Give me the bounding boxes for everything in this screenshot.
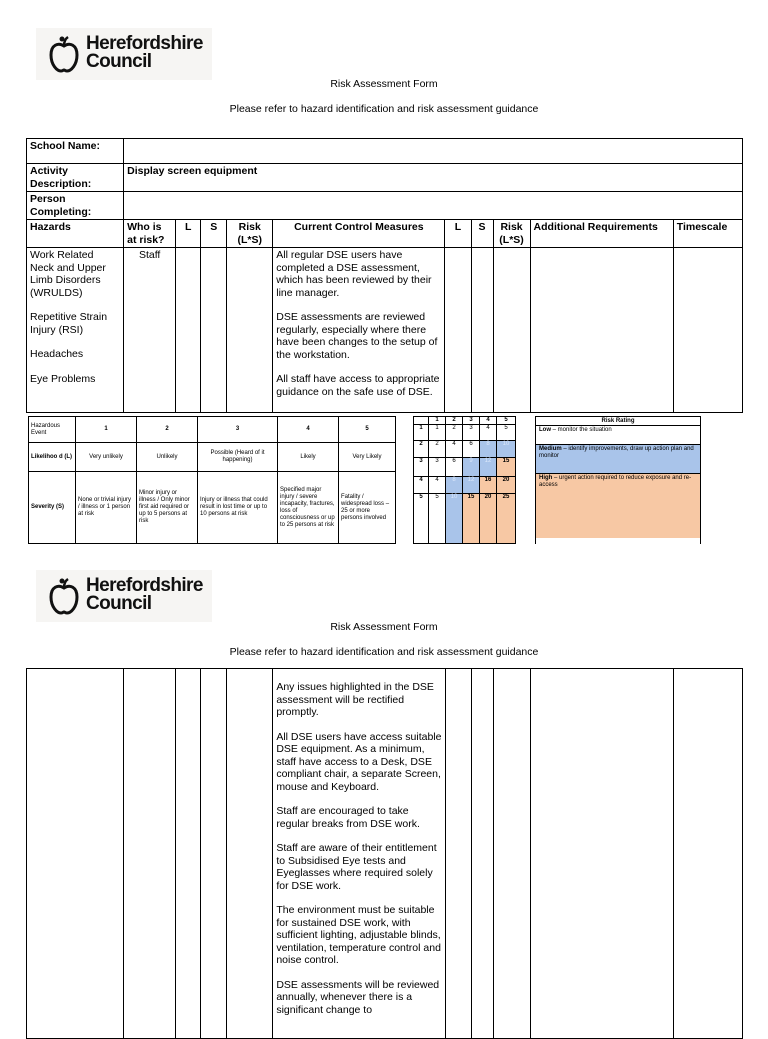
- additional-cell: [530, 248, 673, 413]
- medium-text: – identify improvements, draw up action plan and monitor: [539, 446, 694, 459]
- grid-cell: 3: [429, 458, 446, 477]
- control-item: All regular DSE users have completed a DSE assessment, which has been reviewed by their line manager.: [276, 249, 432, 299]
- risk-rating-low: [536, 426, 700, 445]
- high-text: – urgent action required to reduce exposure and re-access: [539, 475, 692, 488]
- school-name-value[interactable]: [124, 139, 743, 164]
- risk-assessment-table: [26, 138, 743, 413]
- risk-2-cell: [493, 248, 530, 413]
- low-label: Low: [539, 427, 551, 433]
- grid-cell: 9: [463, 458, 480, 477]
- col-severity-2: S: [471, 220, 493, 248]
- risk-2-cell: [493, 669, 530, 1039]
- likelihood-label: Likelihoo d (L): [29, 443, 76, 472]
- col-likelihood-2: L: [445, 220, 471, 248]
- apple-logo-icon: [48, 576, 80, 616]
- person-completing-value[interactable]: [124, 192, 743, 220]
- timescale-cell: [673, 669, 742, 1039]
- form-title: Risk Assessment Form: [330, 78, 438, 90]
- col-risk: Risk (L*S): [227, 220, 273, 248]
- guidance-note: Please refer to hazard identification and risk assessment guidance: [229, 646, 539, 658]
- grid-cell: 6: [446, 458, 463, 477]
- hazardous-event-label: Hazardous Event: [29, 417, 76, 443]
- col-timescale: Timescale: [673, 220, 742, 248]
- hazards-cell: [27, 248, 124, 413]
- matrix-col-4: 4: [278, 417, 339, 443]
- control-item: All staff have access to appropriate guidance on the safe use of DSE.: [276, 373, 440, 398]
- likelihood-cell: [176, 669, 201, 1039]
- matrix-col-2: 2: [137, 417, 198, 443]
- severity-2-cell: [471, 248, 493, 413]
- grid-cell: 1: [429, 425, 446, 441]
- grid-cell: 15: [497, 458, 516, 477]
- grid-cell: 10: [446, 494, 463, 544]
- grid-cell: 4: [480, 425, 497, 441]
- control-item: All DSE users have access suitable DSE equipment. As a minimum, staff have access to a Desk, DSE compliant chair, a separate Screen, mouse and Keyboard.: [276, 730, 442, 793]
- control-item: Any issues highlighted in the DSE assessment will be rectified promptly.: [276, 681, 434, 718]
- grid-cell: 8: [446, 477, 463, 494]
- hazards-cell: [27, 669, 124, 1039]
- likelihood-desc: Very unlikely: [76, 443, 137, 472]
- risk-cell: [227, 248, 273, 413]
- risk-rating-title: Risk Rating: [536, 417, 700, 426]
- hazard-item: Headaches: [30, 348, 84, 360]
- who-at-risk-value: Staff: [124, 248, 176, 413]
- controls-cell: [273, 248, 445, 413]
- grid-header: 3: [463, 417, 480, 425]
- low-text: – monitor the situation: [551, 427, 612, 433]
- grid-cell: 3: [463, 425, 480, 441]
- medium-label: Medium: [539, 446, 562, 452]
- additional-cell: [530, 669, 673, 1039]
- grid-cell: 4: [429, 477, 446, 494]
- hazard-item: Eye Problems: [30, 372, 96, 385]
- grid-header: 5: [497, 417, 516, 425]
- col-risk-2: Risk (L*S): [493, 220, 530, 248]
- council-logo: [36, 28, 212, 80]
- grid-row-label: 4: [414, 477, 429, 494]
- matrix-col-1: 1: [76, 417, 137, 443]
- likelihood-desc: Very Likely: [339, 443, 396, 472]
- timescale-cell: [673, 248, 742, 413]
- grid-cell: 8: [480, 441, 497, 458]
- activity-description-value[interactable]: Display screen equipment: [124, 164, 743, 192]
- control-item: DSE assessments will be reviewed annually, whenever there is a significant change to: [276, 978, 440, 1016]
- risk-assessment-table-continued: [26, 668, 743, 1039]
- logo-text-line1: Herefordshire: [86, 33, 203, 54]
- severity-cell: [201, 248, 227, 413]
- col-controls: Current Control Measures: [273, 220, 445, 248]
- severity-label: Severity (S): [29, 472, 76, 544]
- likelihood-2-cell: [445, 669, 471, 1039]
- control-item: Staff are aware of their entitlement to Subsidised Eye tests and Eyeglasses where required solely for DSE work.: [276, 842, 437, 892]
- likelihood-2-cell: [445, 248, 471, 413]
- risk-rating-legend: [535, 416, 701, 544]
- controls-cell: [273, 669, 445, 1039]
- grid-cell: 2: [446, 425, 463, 441]
- risk-rating-medium: [536, 445, 700, 474]
- logo-text-line2: Council: [86, 593, 152, 614]
- risk-score-grid: [413, 416, 516, 544]
- grid-row-label: 3: [414, 458, 429, 477]
- severity-2-cell: [471, 669, 493, 1039]
- grid-cell: 12: [463, 477, 480, 494]
- likelihood-severity-matrix: [28, 416, 396, 544]
- control-item: Staff are encouraged to take regular breaks from DSE work.: [276, 805, 420, 830]
- severity-desc: Minor injury or illness / Only minor first aid required or up to 5 persons at risk: [137, 472, 198, 544]
- col-who-at-risk: Who is at risk?: [124, 220, 176, 248]
- grid-cell: 20: [497, 477, 516, 494]
- grid-header: 1: [429, 417, 446, 425]
- severity-desc: Fatality / widespread loss – 25 or more persons involved: [339, 472, 396, 544]
- council-logo: [36, 570, 212, 622]
- col-likelihood: L: [176, 220, 201, 248]
- control-item: DSE assessments are reviewed regularly, especially where there have been changes to the setup of the workstation.: [276, 311, 438, 361]
- grid-cell: 25: [497, 494, 516, 544]
- likelihood-cell: [176, 248, 201, 413]
- hazard-item: Repetitive Strain Injury (RSI): [30, 311, 108, 336]
- logo-text-line2: Council: [86, 51, 152, 72]
- severity-desc: Specified major injury / severe incapacity, fractures, loss of consciousness or up to 25 persons at risk: [278, 472, 339, 544]
- severity-cell: [201, 669, 227, 1039]
- risk-cell: [227, 669, 273, 1039]
- grid-cell: 4: [446, 441, 463, 458]
- severity-desc: Injury or illness that could result in lost time or up to 10 persons at risk: [198, 472, 278, 544]
- grid-row-label: 5: [414, 494, 429, 544]
- likelihood-desc: Possible (Heard of it happening): [198, 443, 278, 472]
- guidance-note: Please refer to hazard identification and risk assessment guidance: [229, 103, 539, 115]
- grid-cell: 16: [480, 477, 497, 494]
- grid-corner: [414, 417, 429, 425]
- col-severity: S: [201, 220, 227, 248]
- logo-text-line1: Herefordshire: [86, 575, 203, 596]
- severity-desc: None or trivial injury / illness or 1 person at risk: [76, 472, 137, 544]
- grid-cell: 2: [429, 441, 446, 458]
- who-cell: [124, 669, 176, 1039]
- matrix-col-5: 5: [339, 417, 396, 443]
- control-item: The environment must be suitable for sustained DSE work, with sufficient lighting, adjustable blinds, ventilation, temperature control and noise control.: [276, 904, 441, 966]
- risk-rating-high: [536, 474, 700, 538]
- grid-cell: 15: [463, 494, 480, 544]
- grid-cell: 20: [480, 494, 497, 544]
- likelihood-desc: Likely: [278, 443, 339, 472]
- grid-header: 4: [480, 417, 497, 425]
- grid-cell: 12: [480, 458, 497, 477]
- school-name-label: School Name:: [27, 139, 124, 164]
- person-completing-label: Person Completing:: [27, 192, 124, 220]
- grid-row-label: 2: [414, 441, 429, 458]
- grid-row-label: 1: [414, 425, 429, 441]
- high-label: High: [539, 475, 553, 481]
- grid-cell: 6: [463, 441, 480, 458]
- hazard-item: Work Related Neck and Upper Limb Disorders (WRULDS): [30, 249, 106, 299]
- likelihood-desc: Unlikely: [137, 443, 198, 472]
- col-additional-requirements: Additional Requirements: [530, 220, 673, 248]
- col-hazards: Hazards: [27, 220, 124, 248]
- grid-cell: 5: [429, 494, 446, 544]
- grid-header: 2: [446, 417, 463, 425]
- activity-description-label: Activity Description:: [27, 164, 124, 192]
- grid-cell: 10: [497, 441, 516, 458]
- matrix-col-3: 3: [198, 417, 278, 443]
- form-title: Risk Assessment Form: [330, 621, 438, 633]
- grid-cell: 5: [497, 425, 516, 441]
- apple-logo-icon: [48, 34, 80, 74]
